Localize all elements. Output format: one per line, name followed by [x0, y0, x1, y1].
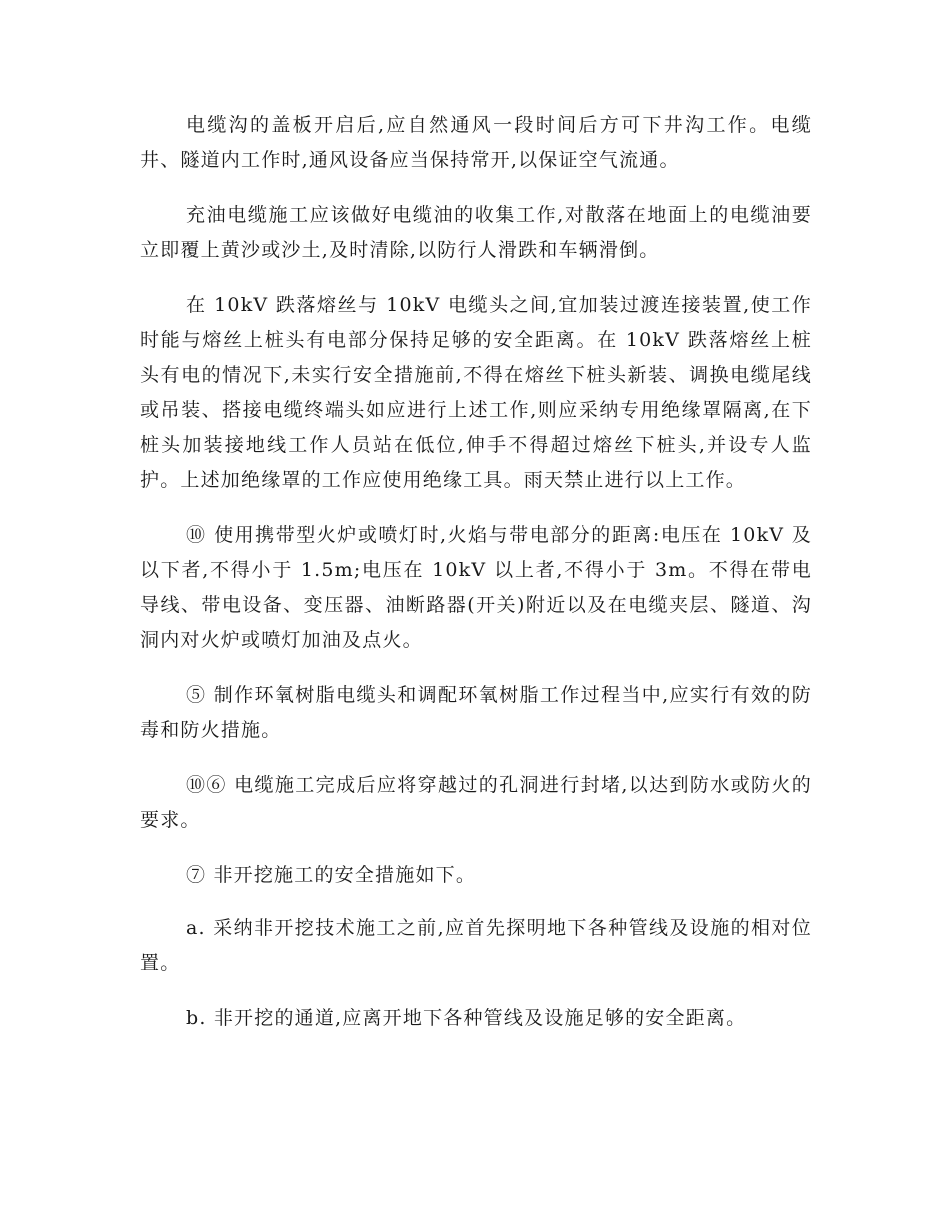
paragraph-epoxy: ⑤ 制作环氧树脂电缆头和调配环氧树脂工作过程当中,应实行有效的防毒和防火措施。 — [140, 684, 812, 741]
paragraph-trenchless-heading: ⑦ 非开挖施工的安全措施如下。 — [186, 864, 477, 886]
paragraph-sealing: ⑩⑥ 电缆施工完成后应将穿越过的孔洞进行封堵,以达到防水或防火的要求。 — [140, 774, 812, 831]
paragraph-torch-distance: ⑩ 使用携带型火炉或喷灯时,火焰与带电部分的距离:电压在 10kV 及以下者,不得小于 1.5m;电压在 10kV 以上者,不得小于 3m。不得在带电导线、带电设备、变压器、油断路器(开关)附近以及在电缆夹层、隧道、沟洞内对火炉或喷灯加油及点火。 — [140, 524, 812, 651]
paragraph-trenchless-a: a. 采纳非开挖技术施工之前,应首先探明地下各种管线及设施的相对位置。 — [140, 917, 812, 974]
paragraph-trenchless-b: b. 非开挖的通道,应离开地下各种管线及设施足够的安全距离。 — [186, 1007, 747, 1029]
paragraph-ventilation: 电缆沟的盖板开启后,应自然通风一段时间后方可下井沟工作。电缆井、隧道内工作时,通风设备应当保持常开,以保证空气流通。 — [140, 114, 812, 171]
paragraph-cable-oil: 充油电缆施工应该做好电缆油的收集工作,对散落在地面上的电缆油要立即覆上黄沙或沙土,及时清除,以防行人滑跌和车辆滑倒。 — [140, 204, 812, 261]
document-body — [140, 108, 812, 1056]
paragraph-fuse-safety: 在 10kV 跌落熔丝与 10kV 电缆头之间,宜加装过渡连接装置,使工作时能与熔丝上桩头有电部分保持足够的安全距离。在 10kV 跌落熔丝上桩头有电的情况下,未实行安全措施前,不得在熔丝下桩头新装、调换电缆尾线或吊装、搭接电缆终端头如应进行上述工作,则应采纳专用绝缘罩隔离,在下桩头加装接地线工作人员站在低位,伸手不得超过熔丝下桩头,并设专人监护。上述加绝缘罩的工作应使用绝缘工具。雨天禁止进行以上工作。 — [140, 294, 812, 491]
